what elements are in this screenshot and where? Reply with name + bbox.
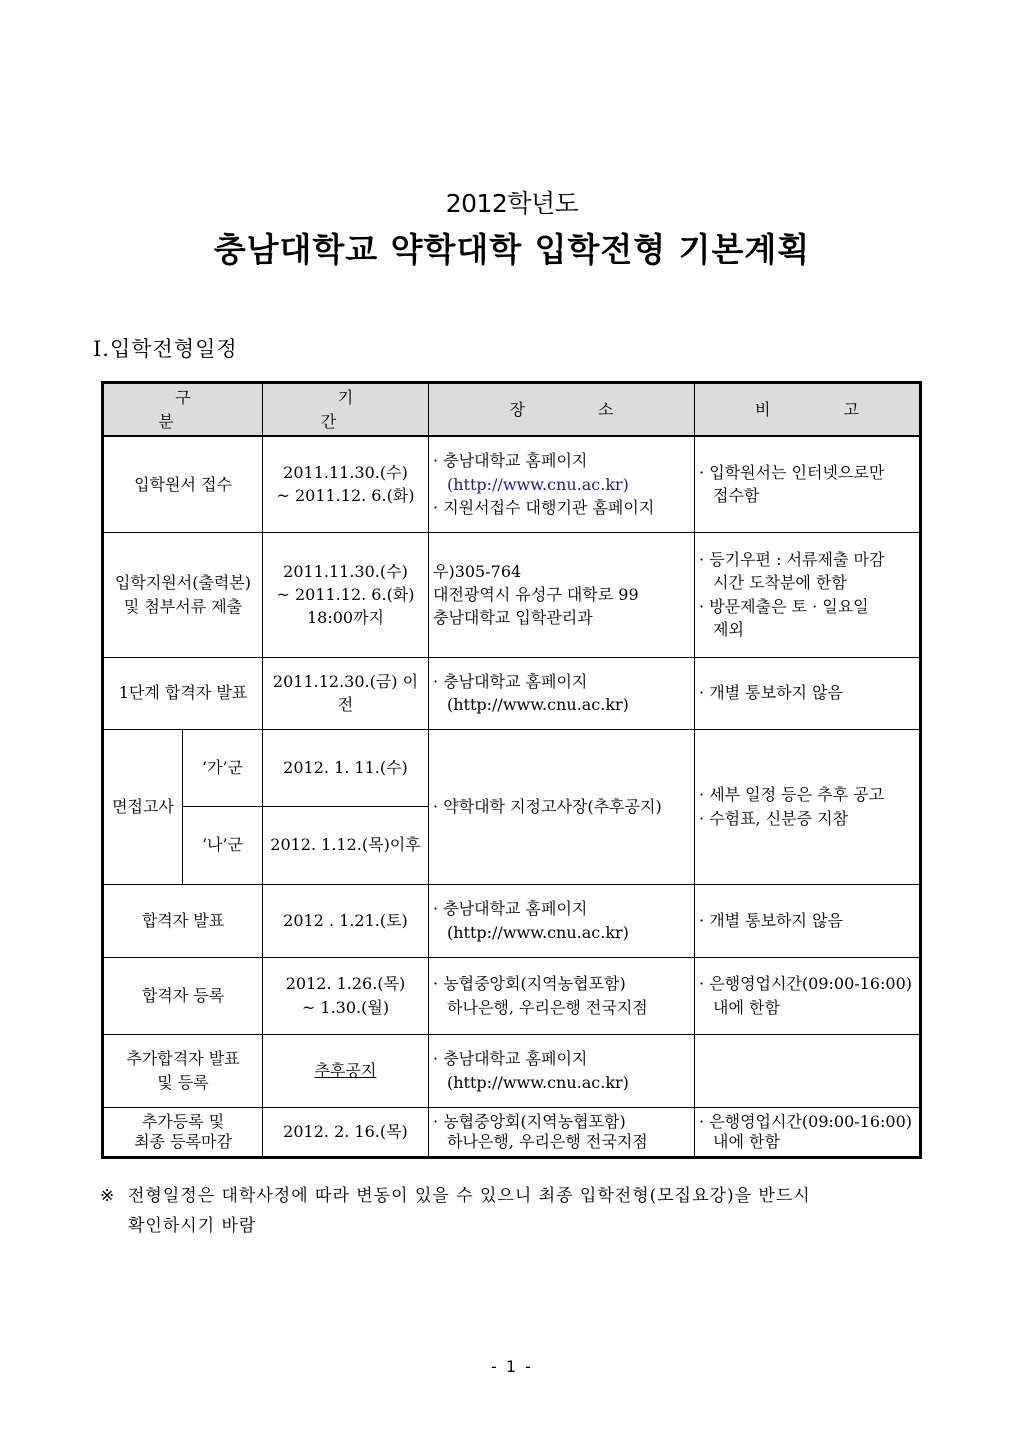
row-note: · 입학원서는 인터넷으로만 접수함 (695, 436, 921, 532)
row-period: 2012. 2. 16.(목) (263, 1107, 429, 1157)
table-row (103, 1034, 921, 1107)
row-period: 2011.11.30.(수) ~ 2011.12. 6.(화) 18:00까지 (263, 532, 429, 657)
footnote-line-2: 확인하시기 바람 (128, 1215, 257, 1236)
row-category: 입학지원서(출력본) 및 첨부서류 제출 (103, 532, 263, 657)
row-note: · 개별 통보하지 않음 (695, 657, 921, 729)
table-row (103, 957, 921, 1034)
table-header-row (103, 383, 921, 437)
header-place: 장 소 (429, 383, 695, 437)
row-category: 면접고사 (103, 729, 183, 884)
table-row (103, 1107, 921, 1157)
reference-mark: ※ (100, 1186, 116, 1206)
row-note: · 등기우편 : 서류제출 마감 시간 도착분에 한함 · 방문제출은 토 · 일요일 제외 (695, 532, 921, 657)
section-title: I.입학전형일정 (93, 337, 238, 361)
row-category: 추가합격자 발표 및 등록 (103, 1034, 263, 1107)
row-category: 입학원서 접수 (103, 436, 263, 532)
row-place: · 약학대학 지정고사장(추후공지) (429, 729, 695, 884)
table-row (103, 436, 921, 532)
row-category: 합격자 등록 (103, 957, 263, 1034)
row-period: 2011.11.30.(수) ~ 2011.12. 6.(화) (263, 436, 429, 532)
document-year: 2012학년도 (445, 189, 579, 218)
row-period: 2012. 1. 11.(수) (263, 729, 429, 806)
row-place: · 농협중앙회(지역농협포함) 하나은행, 우리은행 전국지점 (429, 1107, 695, 1157)
row-category: 합격자 발표 (103, 884, 263, 957)
table-row (103, 729, 921, 806)
row-category: 추가등록 및 최종 등록마감 (103, 1107, 263, 1157)
row-period: 추후공지 (263, 1034, 429, 1107)
page-number: - 1 - (491, 1357, 533, 1376)
table-row (103, 532, 921, 657)
header-note: 비 고 (695, 383, 921, 437)
row-period: 2011.12.30.(금) 이전 (263, 657, 429, 729)
row-note (695, 1034, 921, 1107)
homepage-link[interactable]: (http://www.cnu.ac.kr) (447, 474, 629, 494)
row-place: · 농협중앙회(지역농협포함) 하나은행, 우리은행 전국지점 (429, 957, 695, 1034)
row-note: · 세부 일정 등은 추후 공고 · 수험표, 신분증 지참 (695, 729, 921, 884)
header-category: 구 분 (103, 383, 263, 437)
header-period: 기 간 (263, 383, 429, 437)
footnote-line-1: 전형일정은 대학사정에 따라 변동이 있을 수 있으니 최종 입학전형(모집요강)을 반드시 (128, 1186, 811, 1206)
row-note: · 은행영업시간(09:00-16:00) 내에 한함 (695, 957, 921, 1034)
row-place: · 충남대학교 홈페이지 (http://www.cnu.ac.kr) · 지원서접수 대행기관 홈페이지 (429, 436, 695, 532)
row-period: 2012. 1.12.(목)이후 (263, 806, 429, 884)
row-period: 2012. 1.26.(목) ~ 1.30.(월) (263, 957, 429, 1034)
interview-group-na: ‘나’군 (183, 806, 263, 884)
footnote (100, 1182, 926, 1242)
row-note: · 개별 통보하지 않음 (695, 884, 921, 957)
row-period: 2012 . 1.21.(토) (263, 884, 429, 957)
table-row (103, 657, 921, 729)
row-place: · 충남대학교 홈페이지 (http://www.cnu.ac.kr) (429, 1034, 695, 1107)
schedule-table (101, 381, 922, 1159)
table-row (103, 884, 921, 957)
document-title: 충남대학교 약학대학 입학전형 기본계획 (213, 230, 811, 269)
row-category: 1단계 합격자 발표 (103, 657, 263, 729)
row-place: · 충남대학교 홈페이지 (http://www.cnu.ac.kr) (429, 657, 695, 729)
row-note: · 은행영업시간(09:00-16:00) 내에 한함 (695, 1107, 921, 1157)
interview-group-ga: ‘가’군 (183, 729, 263, 806)
row-place: 우)305-764 대전광역시 유성구 대학로 99 충남대학교 입학관리과 (429, 532, 695, 657)
row-place: · 충남대학교 홈페이지 (http://www.cnu.ac.kr) (429, 884, 695, 957)
